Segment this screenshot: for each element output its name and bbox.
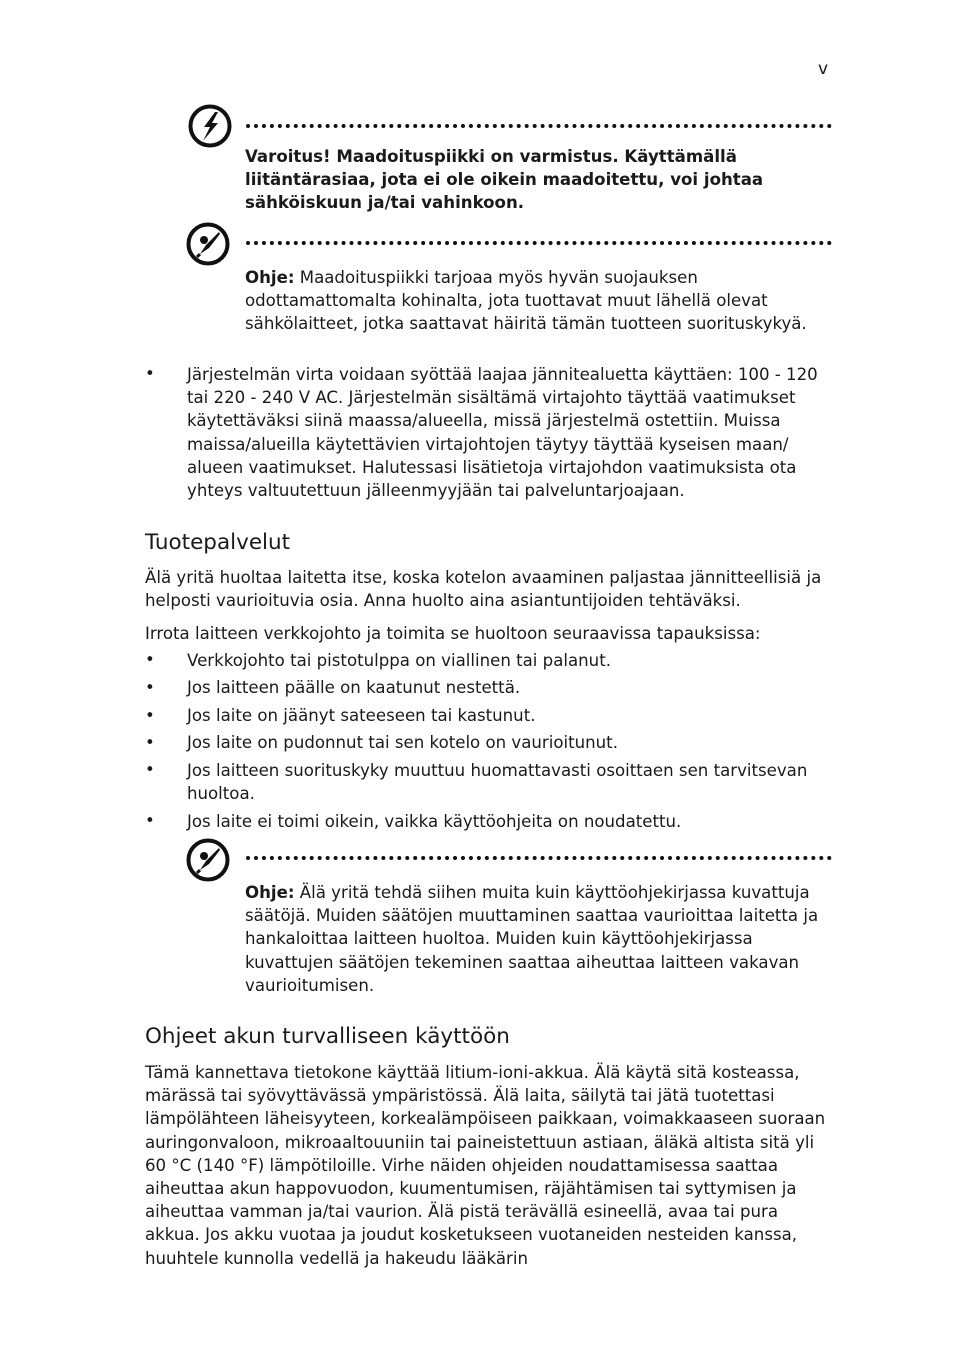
note-body: Älä yritä tehdä siihen muita kuin käyttöohjekirjassa kuvattuja säätöjä. Muiden säätöjen muuttaminen saattaa vaurioittaa laitetta ja hankaloittaa laitteen huoltoa. Muiden kuin käyttöohjekirjassa kuvattujen säätöjen tekeminen saattaa aiheuttaa laitteen vakavan vaurioitumisen. <box>245 883 819 995</box>
battery-paragraph: Tämä kannettava tietokone käyttää litium-ioni-akkua. Älä käytä sitä kosteassa, märässä tai syövyttävässä ympäristössä. Älä laita, säilytä tai jätä tuotettasi lämpölähteen läheisyyteen, korkealämpöiseen paikkaan, voimakkaaseen suoraan auringonvaloon, mikroaaltouuniin tai paineistettuun astiaan, äläkä altista sitä yli 60 °C (140 °F) lämpötiloille. Virhe näiden ohjeiden noudattamisessa saattaa aiheuttaa akun happovuodon, kuumentumisen, räjähtämisen tai syttymisen ja aiheuttaa vamman ja/tai vaurion. Älä pistä terävällä esineellä, avaa tai pura akkua. Jos akku vuotaa ja joudut kosketukseen vuotaneiden nesteiden kanssa, huuhtele kunnolla vedellä ja hakeudu lääkärin <box>145 1063 826 1268</box>
bullet-glyph: • <box>145 760 155 779</box>
note-divider <box>246 856 832 860</box>
note-label: Ohje: <box>245 883 295 902</box>
list-item: Jos laitteen päälle on kaatunut nestettä. <box>187 678 521 697</box>
bullet-glyph: • <box>145 811 155 830</box>
section-heading-battery: Ohjeet akun turvalliseen käyttöön <box>145 1024 510 1049</box>
note-text <box>245 266 835 336</box>
list-item: Jos laitteen suorituskyky muuttuu huomattavasti osoittaen sen tarvitsevan huoltoa. <box>187 761 808 804</box>
warning-text: Varoitus! Maadoituspiikki on varmistus. Käyttämällä liitäntärasiaa, jota ei ole oikein maadoitettu, voi johtaa sähköiskuun ja/tai vahinkoon. <box>245 147 764 213</box>
bullet-glyph: • <box>145 678 155 697</box>
pen-note-icon <box>186 838 230 888</box>
bullet-glyph: • <box>145 364 155 383</box>
lightning-warning-icon <box>188 104 232 154</box>
section-heading-service: Tuotepalvelut <box>145 530 291 555</box>
list-item: Jos laite on jäänyt sateeseen tai kastunut. <box>187 706 536 725</box>
bullet-glyph: • <box>145 733 155 752</box>
page-number: v <box>818 59 829 79</box>
service-paragraph: Älä yritä huoltaa laitetta itse, koska kotelon avaaminen paljastaa jännitteellisiä ja helposti vaurioituvia osia. Anna huolto aina asiantuntijoiden tehtäväksi. <box>145 568 822 611</box>
list-item: Jos laite ei toimi oikein, vaikka käyttöohjeita on noudatettu. <box>187 812 682 831</box>
warning-divider <box>246 124 832 128</box>
power-bullet-text: Järjestelmän virta voidaan syöttää laajaa jännitealuetta käyttäen: 100 - 120 tai 220 - 240 V AC. Järjestelmän sisältämä virtajohto täyttää vaatimukset käytettäväksi siinä maassa/alueella, missä järjestelmä ostettiin. Muissa maissa/alueilla käytettävien virtajohtojen täytyy täyttää kyseisen maan/ alueen vaatimukset. Halutessasi lisätietoja virtajohdon vaatimuksista ota yhteys valtuutettuun jälleenmyyjään tai palveluntarjoajaan. <box>187 365 818 501</box>
note-label: Ohje: <box>245 268 295 287</box>
bullet-glyph: • <box>145 650 155 669</box>
list-item: Jos laite on pudonnut tai sen kotelo on vaurioitunut. <box>187 733 618 752</box>
note-divider <box>246 241 832 245</box>
note-body: Maadoituspiikki tarjoaa myös hyvän suojauksen odottamattomalta kohinalta, jota tuottavat muut lähellä olevat sähkölaitteet, jotka saattavat häiritä tämän tuotteen suorituskykyä. <box>245 268 807 334</box>
service-intro: Irrota laitteen verkkojohto ja toimita se huoltoon seuraavissa tapauksissa: <box>145 624 761 643</box>
bullet-glyph: • <box>145 706 155 725</box>
list-item: Verkkojohto tai pistotulppa on viallinen tai palanut. <box>187 651 611 670</box>
note-text <box>245 881 835 997</box>
pen-note-icon <box>186 222 230 272</box>
